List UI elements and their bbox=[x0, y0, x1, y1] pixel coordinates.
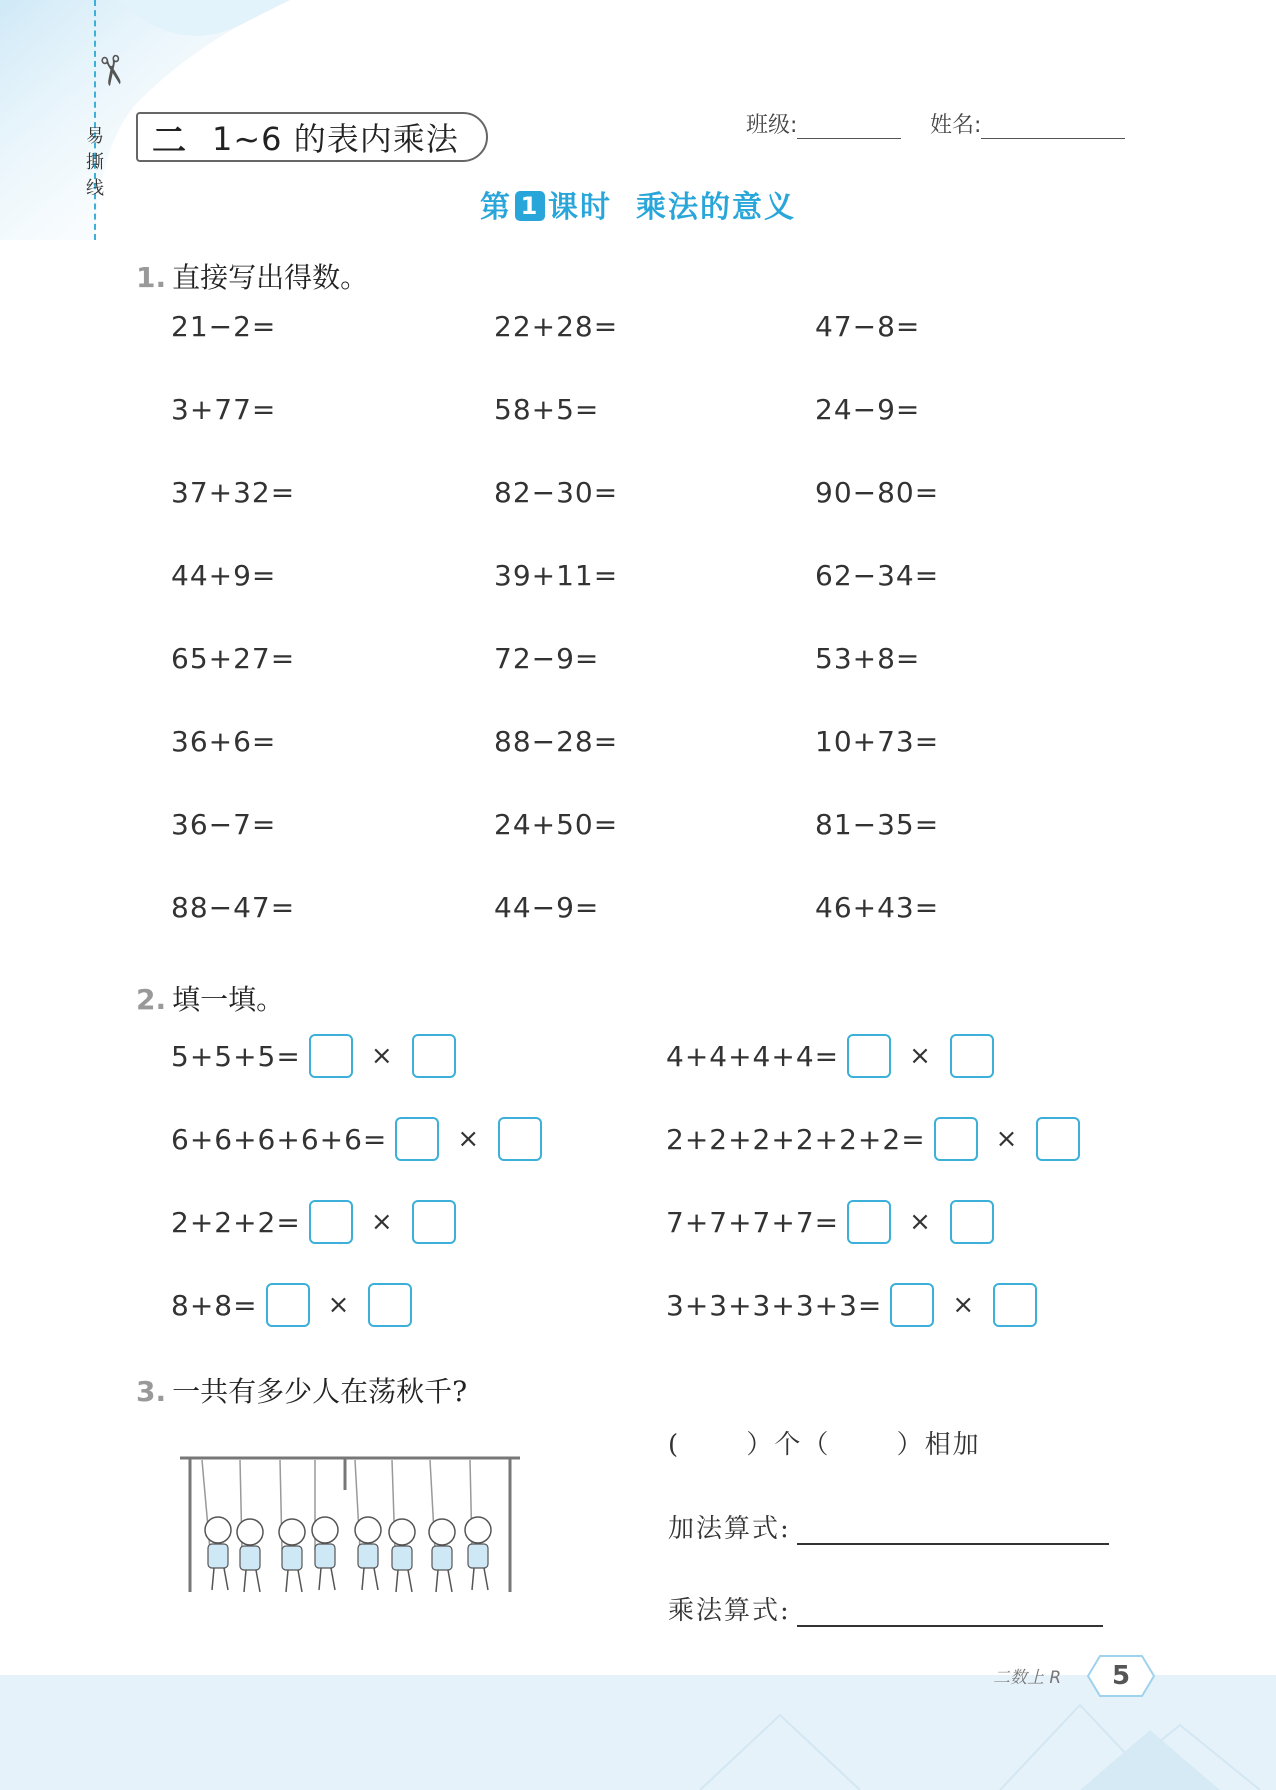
times-sign: × bbox=[952, 1290, 976, 1320]
answer-box[interactable] bbox=[1036, 1117, 1080, 1161]
q2-fill-row bbox=[171, 1200, 456, 1244]
add-answer-blank[interactable] bbox=[797, 1513, 1109, 1545]
answer-box[interactable] bbox=[847, 1200, 891, 1244]
q2-fill-row bbox=[666, 1200, 994, 1244]
q1-expression: 88−28= bbox=[494, 725, 619, 758]
q1-expression: 58+5= bbox=[494, 393, 600, 426]
q1-expression: 36+6= bbox=[171, 725, 277, 758]
q2-fill-row bbox=[666, 1117, 1080, 1161]
answer-box[interactable] bbox=[368, 1283, 412, 1327]
tear-label: 易 撕 线 bbox=[86, 126, 104, 199]
answer-box[interactable] bbox=[993, 1283, 1037, 1327]
lesson-number-badge: 1 bbox=[515, 191, 545, 221]
q1-expression: 88−47= bbox=[171, 891, 296, 924]
times-sign: × bbox=[909, 1041, 932, 1071]
class-blank[interactable] bbox=[797, 114, 901, 139]
mul-answer-blank[interactable] bbox=[797, 1595, 1103, 1627]
chapter-title: 1~6 的表内乘法 bbox=[212, 120, 459, 158]
q1-title: 1. 直接写出得数。 bbox=[136, 261, 369, 294]
q2-fill-row bbox=[171, 1034, 456, 1078]
book-label: 二数上 R bbox=[993, 1668, 1062, 1688]
times-sign: × bbox=[909, 1207, 932, 1237]
q1-expression: 21−2= bbox=[171, 310, 277, 343]
answer-box[interactable] bbox=[934, 1117, 978, 1161]
q1-expression: 44−9= bbox=[494, 891, 600, 924]
scissors-icon: ✂ bbox=[85, 50, 137, 92]
class-field[interactable]: 班级: bbox=[746, 108, 901, 139]
q3-mul-line[interactable]: 乘法算式: bbox=[668, 1590, 1103, 1627]
q3-title: 3. 一共有多少人在荡秋千? bbox=[136, 1375, 468, 1408]
times-sign: × bbox=[370, 1207, 394, 1237]
q1-expression: 47−8= bbox=[815, 310, 921, 343]
answer-box[interactable] bbox=[412, 1034, 456, 1078]
q3-count-line: ( ）个（ ）相加 bbox=[668, 1430, 981, 1460]
times-sign: × bbox=[370, 1041, 394, 1071]
times-sign: × bbox=[327, 1290, 351, 1320]
q1-expression: 44+9= bbox=[171, 559, 277, 592]
q1-expression: 82−30= bbox=[494, 476, 619, 509]
q1-expression: 72−9= bbox=[494, 642, 600, 675]
q1-expression: 22+28= bbox=[494, 310, 619, 343]
q1-expression: 53+8= bbox=[815, 642, 921, 675]
name-blank[interactable] bbox=[981, 114, 1125, 139]
times-sign: × bbox=[457, 1124, 481, 1154]
q2-fill-row bbox=[666, 1034, 994, 1078]
q2-expression: 3+3+3+3+3= bbox=[666, 1288, 883, 1322]
chapter-number: 二 bbox=[152, 120, 186, 161]
answer-box[interactable] bbox=[395, 1117, 439, 1161]
q2-title: 2. 填一填。 bbox=[136, 983, 285, 1016]
answer-box[interactable] bbox=[890, 1283, 934, 1327]
answer-box[interactable] bbox=[847, 1034, 891, 1078]
answer-box[interactable] bbox=[266, 1283, 310, 1327]
q1-expression: 46+43= bbox=[815, 891, 940, 924]
q2-expression: 7+7+7+7= bbox=[666, 1205, 840, 1239]
q1-expression: 36−7= bbox=[171, 808, 277, 841]
q3-add-line[interactable]: 加法算式: bbox=[668, 1508, 1109, 1545]
q1-expression: 10+73= bbox=[815, 725, 940, 758]
times-sign: × bbox=[995, 1124, 1019, 1154]
q2-expression: 8+8= bbox=[171, 1288, 258, 1322]
q1-expression: 37+32= bbox=[171, 476, 296, 509]
q1-expression: 24+50= bbox=[494, 808, 619, 841]
page-number: 5 bbox=[1111, 1661, 1131, 1691]
q2-expression: 4+4+4+4= bbox=[666, 1039, 840, 1073]
lesson-title: 第 1 课时 乘法的意义 bbox=[480, 190, 796, 225]
q1-expression: 24−9= bbox=[815, 393, 921, 426]
q1-expression: 39+11= bbox=[494, 559, 619, 592]
q2-expression: 6+6+6+6+6= bbox=[171, 1122, 388, 1156]
chapter-header bbox=[136, 112, 488, 162]
q1-expression: 65+27= bbox=[171, 642, 296, 675]
answer-box[interactable] bbox=[412, 1200, 456, 1244]
answer-box[interactable] bbox=[309, 1034, 353, 1078]
answer-box[interactable] bbox=[950, 1034, 994, 1078]
q1-expression: 3+77= bbox=[171, 393, 277, 426]
q1-expression: 81−35= bbox=[815, 808, 940, 841]
q2-expression: 5+5+5= bbox=[171, 1039, 301, 1073]
answer-box[interactable] bbox=[950, 1200, 994, 1244]
footer-decoration bbox=[0, 1675, 1276, 1790]
q2-expression: 2+2+2= bbox=[171, 1205, 301, 1239]
swing-illustration bbox=[180, 1450, 530, 1610]
q2-fill-row bbox=[171, 1117, 542, 1161]
q1-expression: 62−34= bbox=[815, 559, 940, 592]
q1-expression: 90−80= bbox=[815, 476, 940, 509]
q2-expression: 2+2+2+2+2+2= bbox=[666, 1122, 926, 1156]
answer-box[interactable] bbox=[309, 1200, 353, 1244]
q2-fill-row bbox=[171, 1283, 412, 1327]
answer-box[interactable] bbox=[498, 1117, 542, 1161]
q2-fill-row bbox=[666, 1283, 1037, 1327]
name-field[interactable]: 姓名: bbox=[930, 108, 1125, 139]
